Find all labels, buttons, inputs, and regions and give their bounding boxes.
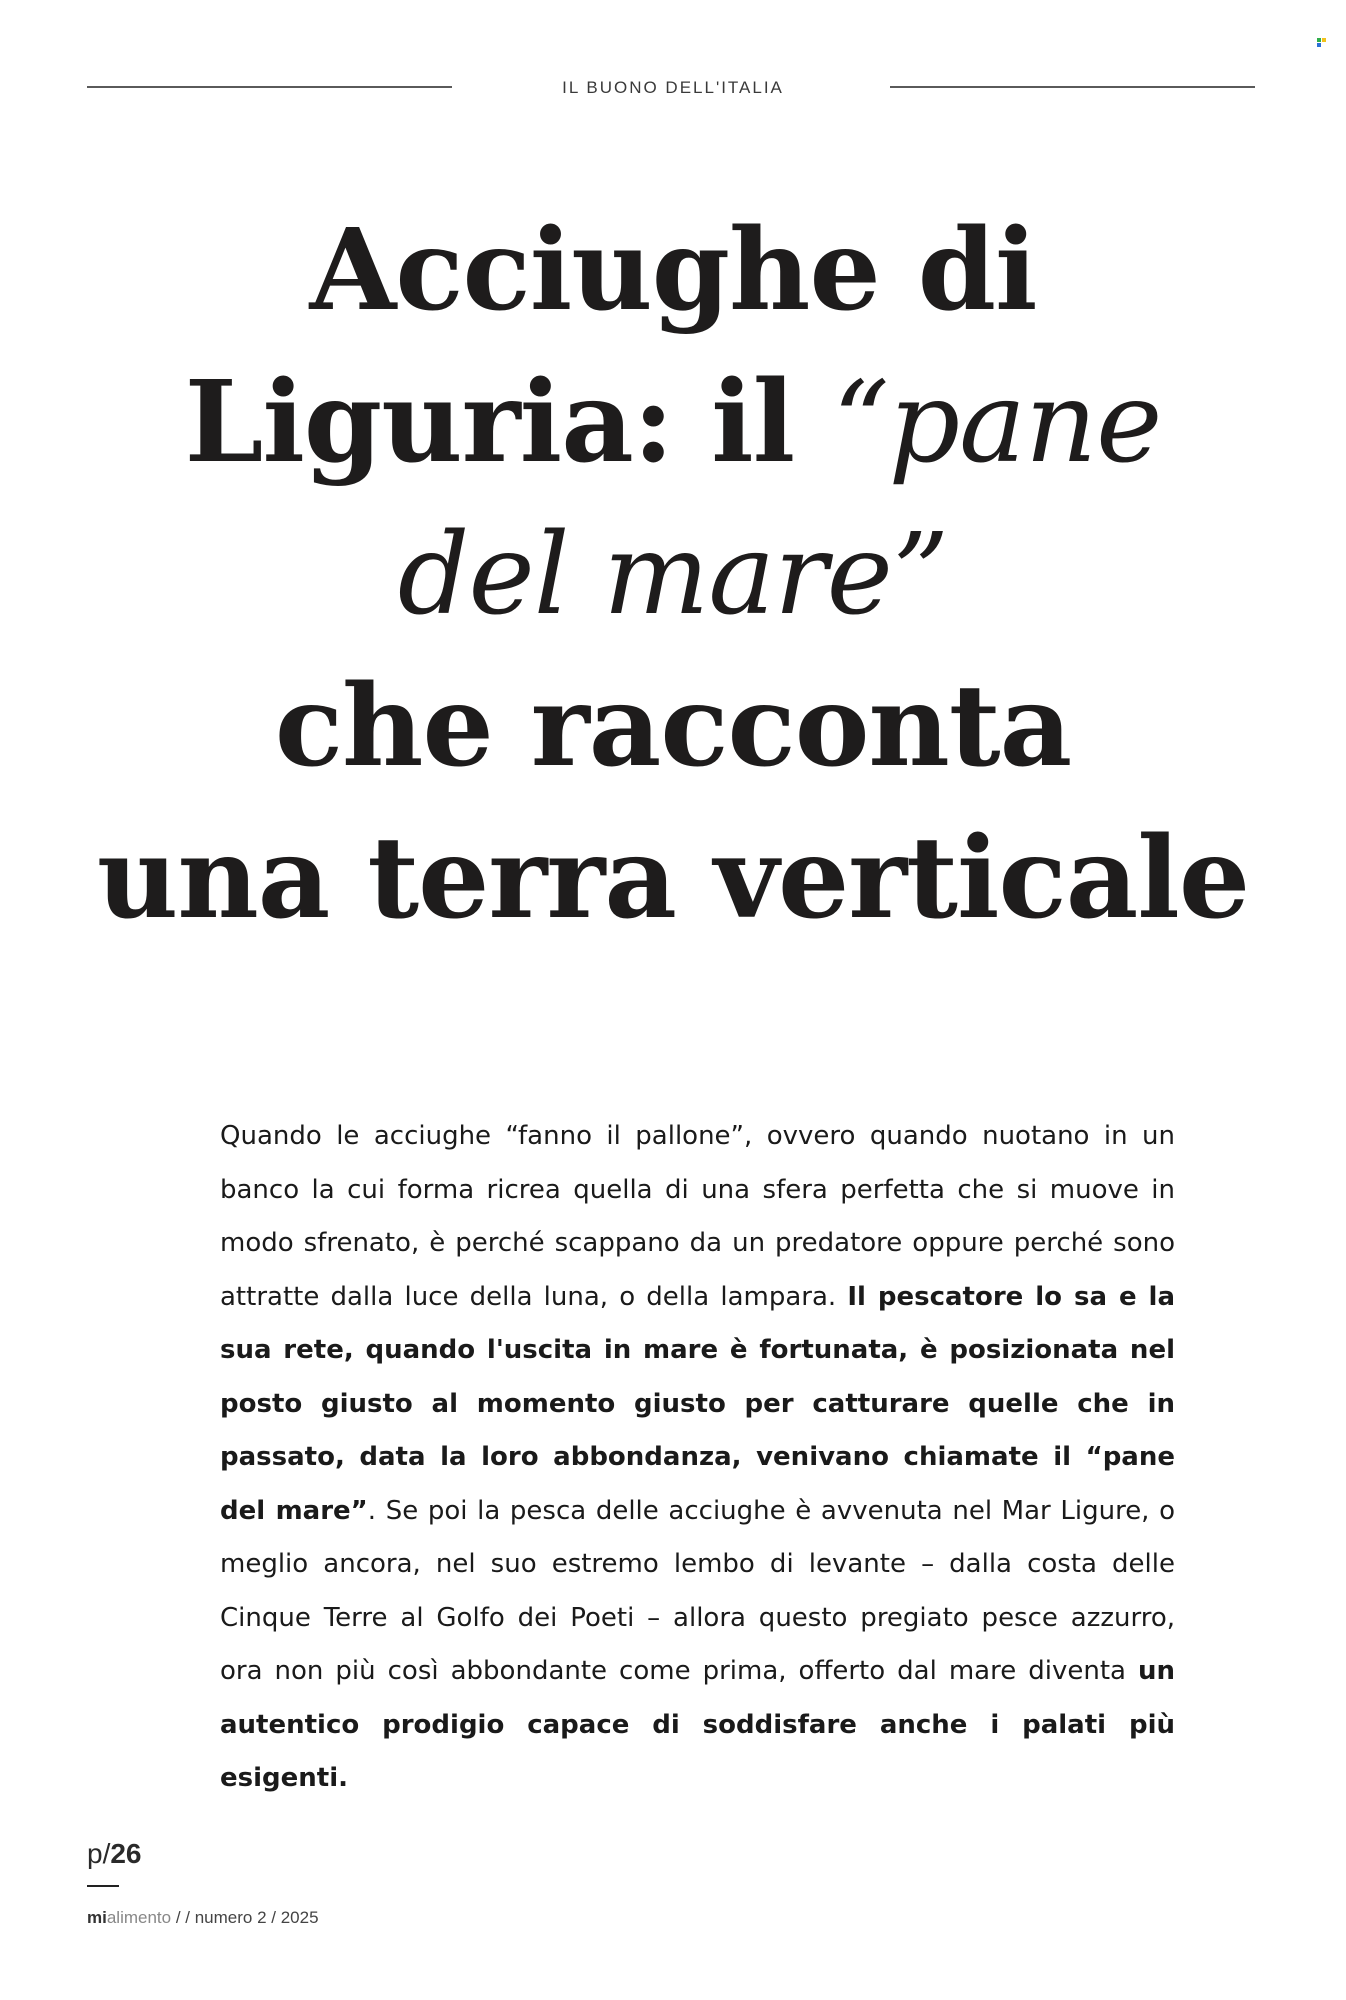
page-folio bbox=[87, 1838, 142, 1870]
page-prefix: p/ bbox=[87, 1838, 111, 1869]
article-title bbox=[0, 195, 1346, 955]
issue-info: / / numero 2 / 2025 bbox=[171, 1908, 319, 1927]
page-number: 26 bbox=[110, 1838, 142, 1869]
title-line-2 bbox=[0, 347, 1346, 499]
article-body bbox=[220, 1110, 1175, 1806]
body-bold-1: Il pescatore lo sa e la sua rete, quando l'uscita in mare è fortunata, è posizionata nel posto giusto al momento giusto per catturare quelle che in passato, data la loro abbondanza, venivano chiamate il “pane del mare” bbox=[220, 1281, 1175, 1526]
body-bold-2: un autentico prodigio capace di soddisfare anche i palati più esigenti. bbox=[220, 1656, 1175, 1793]
title-line-3: del mare” bbox=[397, 510, 949, 640]
body-text-2: . Se poi la pesca delle acciughe è avvenuta nel Mar Ligure, o meglio ancora, nel suo estremo lembo di levante – dalla costa delle Cinque Terre al Golfo dei Poeti – allora questo pregiato pesce azzurro, ora non più così abbondante come prima, offerto dal mare diventa bbox=[220, 1495, 1176, 1686]
header-rule-right bbox=[890, 86, 1255, 88]
title-line-4: che racconta bbox=[274, 661, 1072, 792]
brand-name-a: mi bbox=[87, 1908, 107, 1927]
body-text-1: Quando le acciughe “fanno il pallone”, ovvero quando nuotano in un banco la cui forma ricrea quella di una sfera perfetta che si muove in modo sfrenato, è perché scappano da un predatore oppure perché sono attratte dalla luce della luna, o della lampara. bbox=[220, 1121, 1175, 1312]
title-line-2-prefix: Liguria: il bbox=[184, 357, 833, 488]
title-line-1: Acciughe di bbox=[309, 205, 1037, 336]
corner-color-mark-icon bbox=[1317, 38, 1326, 47]
title-line-2-italic: “pane bbox=[832, 358, 1162, 488]
folio-rule bbox=[87, 1885, 119, 1887]
section-label: IL BUONO DELL'ITALIA bbox=[562, 78, 784, 97]
brand-name-b: alimento bbox=[106, 1908, 172, 1927]
title-line-5: una terra verticale bbox=[96, 813, 1250, 944]
publication-footer bbox=[87, 1908, 319, 1928]
